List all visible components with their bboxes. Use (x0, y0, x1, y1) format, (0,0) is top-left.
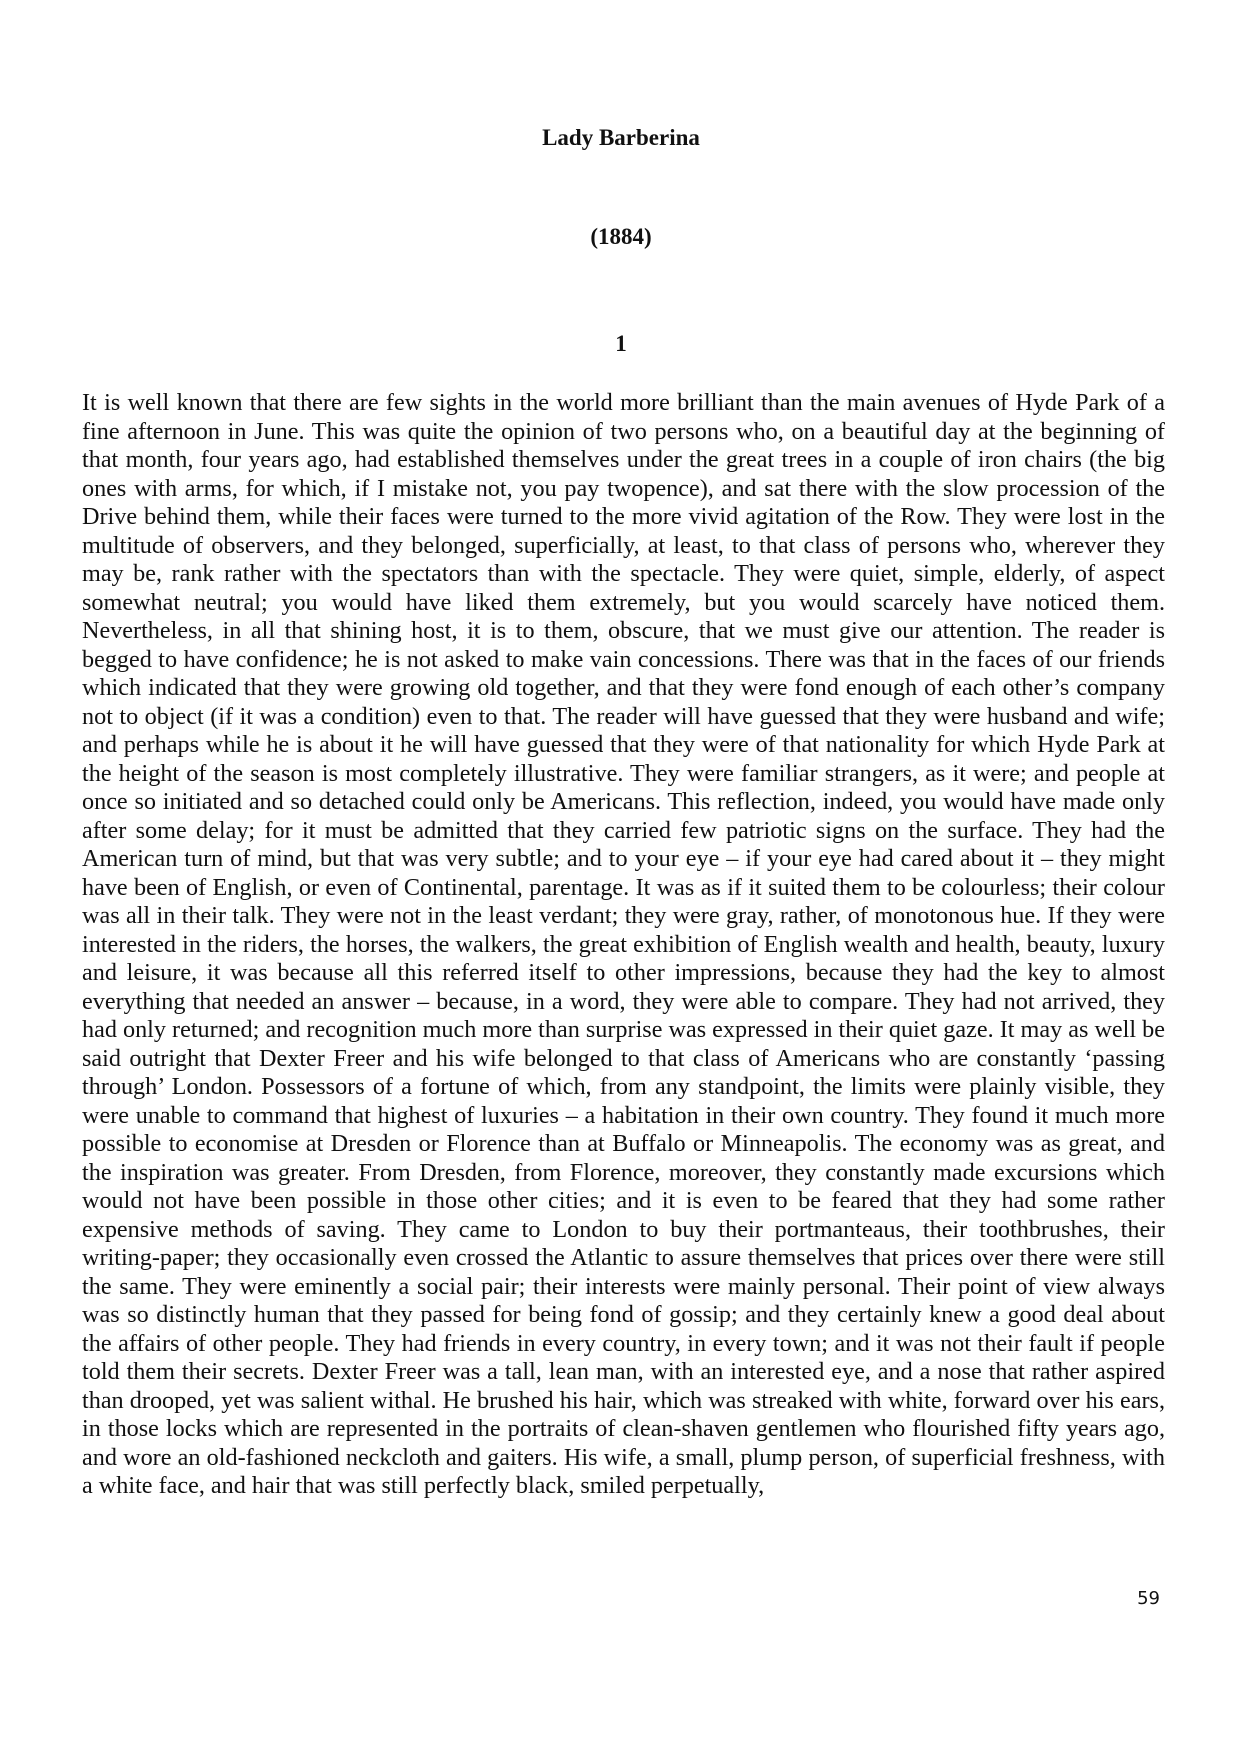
body-paragraph: It is well known that there are few sights in the world more brilliant than the main avenues of Hyde Park of a fine afternoon in June. This was quite the opinion of two persons who, on a beautiful day at the beginning of that month, four years ago, had established themselves under the great trees in a couple of iron chairs (the big ones with arms, for which, if I mistake not, you pay twopence), and sat there with the slow procession of the Drive behind them, while their faces were turned to the more vivid agitation of the Row. They were lost in the multitude of observers, and they belonged, superficially, at least, to that class of persons who, wherever they may be, rank rather with the spectators than with the spectacle. They were quiet, simple, elderly, of aspect somewhat neutral; you would have liked them extremely, but you would scarcely have noticed them. Nevertheless, in all that shining host, it is to them, obscure, that we must give our attention. The reader is begged to have confidence; he is not asked to make vain concessions. There was that in the faces of our friends which indicated that they were growing old together, and that they were fond enough of each other’s company not to object (if it was a condition) even to that. The reader will have guessed that they were husband and wife; and perhaps while he is about it he will have guessed that they were of that nationality for which Hyde Park at the height of the season is most completely illustrative. They were familiar strangers, as it were; and people at once so initiated and so detached could only be Americans. This reflection, indeed, you would have made only after some delay; for it must be admitted that they carried few patriotic signs on the surface. They had the American turn of mind, but that was very subtle; and to your eye – if your eye had cared about it – they might have been of English, or even of Continental, parentage. It was as if it suited them to be colourless; their colour was all in their talk. They were not in the least verdant; they were gray, rather, of monotonous hue. If they were interested in the riders, the horses, the walkers, the great exhibition of English wealth and health, beauty, luxury and leisure, it was because all this referred itself to other impressions, because they had the key to almost everything that needed an answer – because, in a word, they were able to compare. They had not arrived, they had only returned; and recognition much more than surprise was expressed in their quiet gaze. It may as well be said outright that Dexter Freer and his wife belonged to that class of Americans who are constantly ‘passing through’ London. Possessors of a fortune of which, from any standpoint, the limits were plainly visible, they were unable to command that highest of luxuries – a habitation in their own country. They found it much more possible to economise at Dresden or Florence than at Buffalo or Minneapolis. The economy was as great, and the inspiration was greater. From Dresden, from Florence, moreover, they constantly made excursions which would not have been possible in those other cities; and it is even to be feared that they had some rather expensive methods of saving. They came to London to buy their portmanteaus, their toothbrushes, their writing-paper; they occasionally even crossed the Atlantic to assure themselves that prices over there were still the same. They were eminently a social pair; their interests were mainly personal. Their point of view always was so distinctly human that they passed for being fond of gossip; and they certainly knew a good deal about the affairs of other people. They had friends in every country, in every town; and it was not their fault if people told them their secrets. Dexter Freer was a tall, lean man, with an interested eye, and a nose that rather aspired than drooped, yet was salient withal. He brushed his hair, which was streaked with white, forward over his ears, in those locks which are represented in the portraits of clean-shaven gentlemen who flourished fifty years ago, and wore an old-fashioned neckcloth and gaiters. His wife, a small, plump person, of superficial freshness, with a white face, and hair that was still perfectly black, smiled perpetually, (82, 389, 1165, 1499)
story-title: Lady Barberina (542, 125, 700, 150)
page-number: 59 (1137, 1588, 1160, 1609)
chapter-number: 1 (615, 331, 627, 356)
publication-year: (1884) (590, 224, 652, 249)
